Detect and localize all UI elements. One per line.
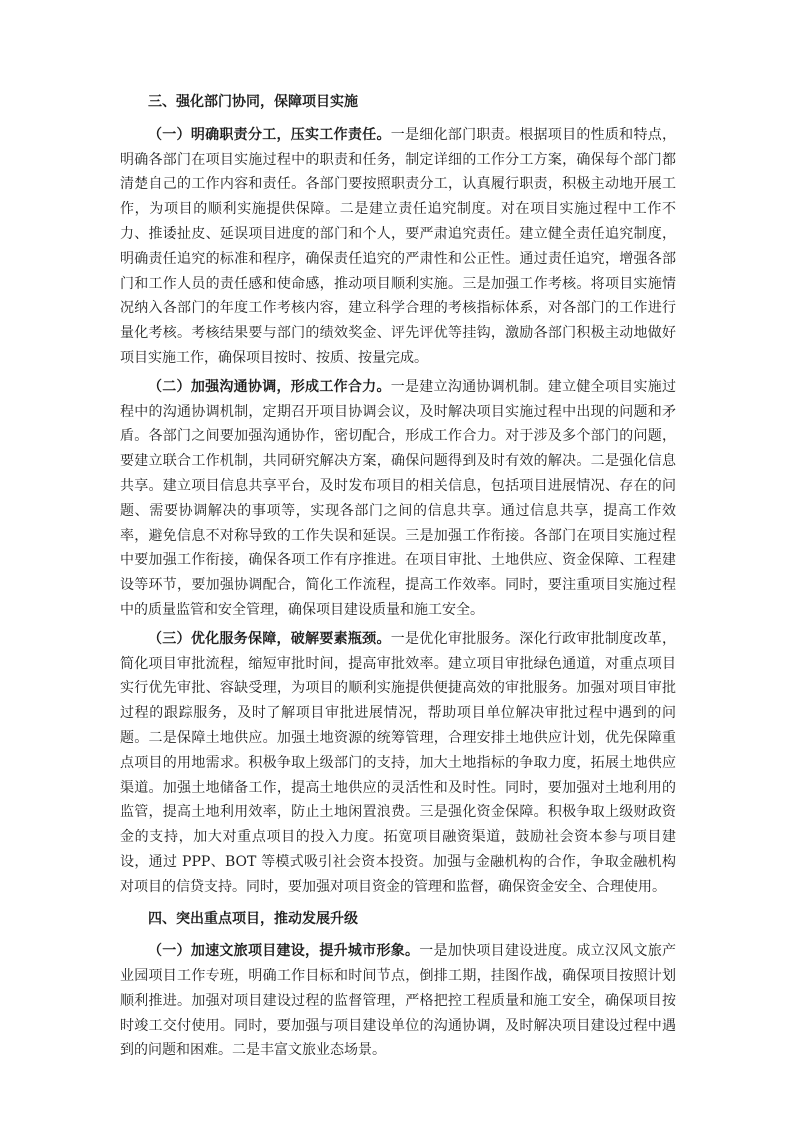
paragraph-3-2 [120, 375, 676, 623]
paragraph-body: 一是建立沟通协调机制。建立健全项目实施过程中的沟通协调机制，定期召开项目协调会议，及时解决项目实施过程中出现的问题和矛盾。各部门之间要加强沟通协作，密切配合，形成工作合力。对于涉及多个部门的问题，要建立联合工作机制，共同研究解决方案，确保问题得到及时有效的解决。二是强化信息共享。建立项目信息共享平台，及时发布项目的相关信息，包括项目进展情况、存在的问题、需要协调解决的事项等，实现各部门之间的信息共享。通过信息共享，提高工作效率，避免信息不对称导致的工作失误和延误。三是加强工作衔接。各部门在项目实施过程中要加强工作衔接，确保各项工作有序推进。在项目审批、土地供应、资金保障、工程建设等环节，要加强协调配合，简化工作流程，提高工作效率。同时，要注重项目实施过程中的质量监管和安全管理，确保项目建设质量和施工安全。 [120, 378, 677, 618]
paragraph-3-1 [120, 123, 676, 371]
paragraph-body: 一是细化部门职责。根据项目的性质和特点，明确各部门在项目实施过程中的职责和任务，制定详细的工作分工方案，确保每个部门都清楚自己的工作内容和责任。各部门要按照职责分工，认真履行职责，积极主动地开展工作，为项目的顺利实施提供保障。二是建立责任追究制度。对在项目实施过程中工作不力、推诿扯皮、延误项目进度的部门和个人，要严肃追究责任。建立健全责任追究制度，明确责任追究的标准和程序，确保责任追究的严肃性和公正性。通过责任追究，增强各部门和工作人员的责任感和使命感，推动项目顺利实施。三是加强工作考核。将项目实施情况纳入各部门的年度工作考核内容，建立科学合理的考核指标体系，对各部门的工作进行量化考核。考核结果要与部门的绩效奖金、评先评优等挂钩，激励各部门积极主动地做好项目实施工作，确保项目按时、按质、按量完成。 [120, 126, 677, 366]
section-heading-4: 四、突出重点项目，推动发展升级 [148, 910, 358, 927]
paragraph-body: 一是加快项目建设进度。成立汉风文旅产业园项目工作专班，明确工作目标和时间节点，倒排工期，挂图作战，确保项目按照计划顺利推进。加强对项目建设过程的监督管理，严格把控工程质量和施工安全，确保项目按时竣工交付使用。同时，要加强与项目建设单位的沟通协调，及时解决项目建设过程中遇到的问题和困难。二是丰富文旅业态场景。 [120, 943, 677, 1059]
paragraph-3-3 [120, 627, 676, 900]
paragraph-4-1 [120, 939, 676, 1063]
paragraph-lead: （三）优化服务保障，破解要素瓶颈。 [148, 630, 391, 647]
paragraph-lead: （二）加强沟通协调，形成工作合力。 [148, 378, 391, 395]
paragraph-body: 一是优化审批服务。深化行政审批制度改革，简化项目审批流程，缩短审批时间，提高审批效率。建立项目审批绿色通道，对重点项目实行优先审批、容缺受理，为项目的顺利实施提供便捷高效的审批服务。加强对项目审批过程的跟踪服务，及时了解项目审批进展情况，帮助项目单位解决审批过程中遇到的问题。二是保障土地供应。加强土地资源的统筹管理，合理安排土地供应计划，优先保障重点项目的用地需求。积极争取上级部门的支持，加大土地指标的争取力度，拓展土地供应渠道。加强土地储备工作，提高土地供应的灵活性和及时性。同时，要加强对土地利用的监管，提高土地利用效率，防止土地闲置浪费。三是强化资金保障。积极争取上级财政资金的支持，加大对重点项目的投入力度。拓宽项目融资渠道，鼓励社会资本参与项目建设，通过 PPP、BOT 等模式吸引社会资本投资。加强与金融机构的合作，争取金融机构对项目的信贷支持。同时，要加强对项目资金的管理和监督，确保资金安全、合理使用。 [120, 630, 677, 895]
document-page [120, 90, 676, 1067]
section-heading-3: 三、强化部门协同，保障项目实施 [148, 94, 358, 110]
paragraph-lead: （一）明确职责分工，压实工作责任。 [148, 126, 391, 143]
paragraph-lead: （一）加速文旅项目建设，提升城市形象。 [148, 943, 420, 960]
